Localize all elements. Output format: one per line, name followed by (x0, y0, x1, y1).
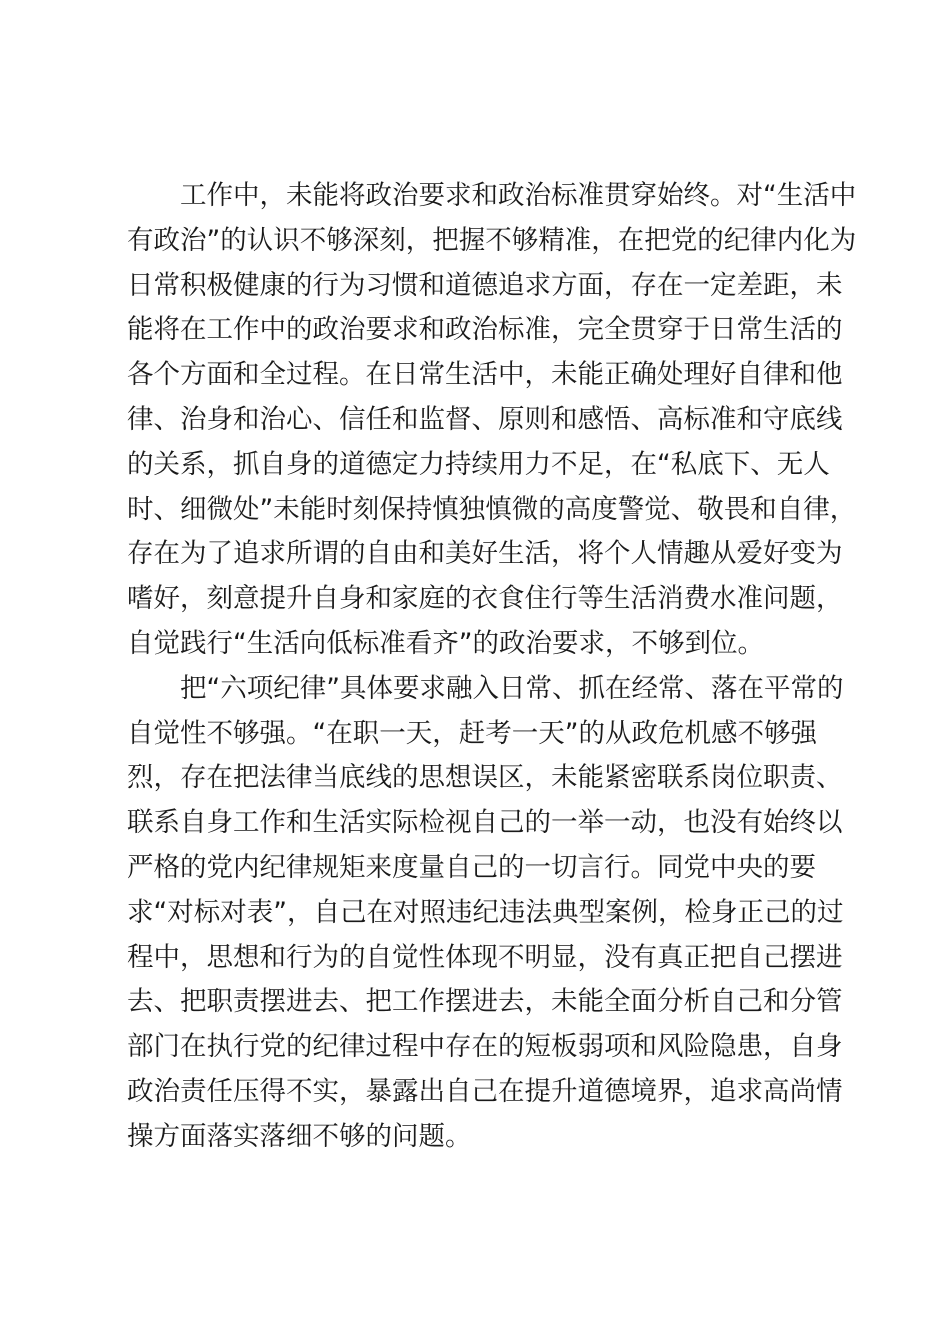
text-line: 政治责任压得不实，暴露出自己在提升道德境界，追求高尚情 (127, 1075, 843, 1107)
text-line: 程中，思想和行为的自觉性体现不明显，没有真正把自己摆进 (127, 941, 843, 973)
paragraph-2 (127, 667, 844, 1160)
text-line: 日常积极健康的行为习惯和道德追求方面，存在一定差距，未 (127, 269, 843, 301)
text-line: 时、细微处”未能时刻保持慎独慎微的高度警觉、敬畏和自律， (127, 493, 857, 525)
text-line: 有政治”的认识不够深刻，把握不够精准，在把党的纪律内化为 (127, 224, 857, 256)
text-line: 自觉践行“生活向低标准看齐”的政治要求，不够到位。 (127, 627, 764, 659)
text-line: 各个方面和全过程。在日常生活中，未能正确处理好自律和他 (127, 359, 843, 391)
text-line: 求“对标对表”，自己在对照违纪违法典型案例，检身正己的过 (127, 896, 844, 928)
text-line: 存在为了追求所谓的自由和美好生活，将个人情趣从爱好变为 (127, 538, 843, 570)
text-line: 律、治身和治心、信任和监督、原则和感悟、高标准和守底线 (127, 403, 843, 435)
text-line: 烈，存在把法律当底线的思想误区，未能紧密联系岗位职责、 (127, 762, 843, 794)
text-line: 去、把职责摆进去、把工作摆进去，未能全面分析自己和分管 (127, 986, 843, 1018)
text-line: 联系自身工作和生活实际检视自己的一举一动，也没有始终以 (127, 807, 843, 839)
text-line: 自觉性不够强。“在职一天，赶考一天”的从政危机感不够强 (127, 717, 817, 749)
text-line: 操方面落实落细不够的问题。 (127, 1120, 472, 1152)
text-line: 能将在工作中的政治要求和政治标准，完全贯穿于日常生活的 (127, 314, 843, 346)
text-line: 部门在执行党的纪律过程中存在的短板弱项和风险隐患，自身 (127, 1031, 843, 1063)
text-line: 把“六项纪律”具体要求融入日常、抓在经常、落在平常的 (180, 672, 844, 704)
text-line: 嗜好，刻意提升自身和家庭的衣食住行等生活消费水准问题， (127, 583, 843, 615)
text-line: 工作中，未能将政治要求和政治标准贯穿始终。对“生活中 (180, 180, 857, 211)
text-line: 的关系，抓自身的道德定力持续用力不足，在“私底下、无人 (127, 448, 830, 480)
text-line: 严格的党内纪律规矩来度量自己的一切言行。同党中央的要 (127, 851, 816, 883)
paragraph-1 (127, 174, 857, 667)
document-body (127, 174, 857, 1160)
